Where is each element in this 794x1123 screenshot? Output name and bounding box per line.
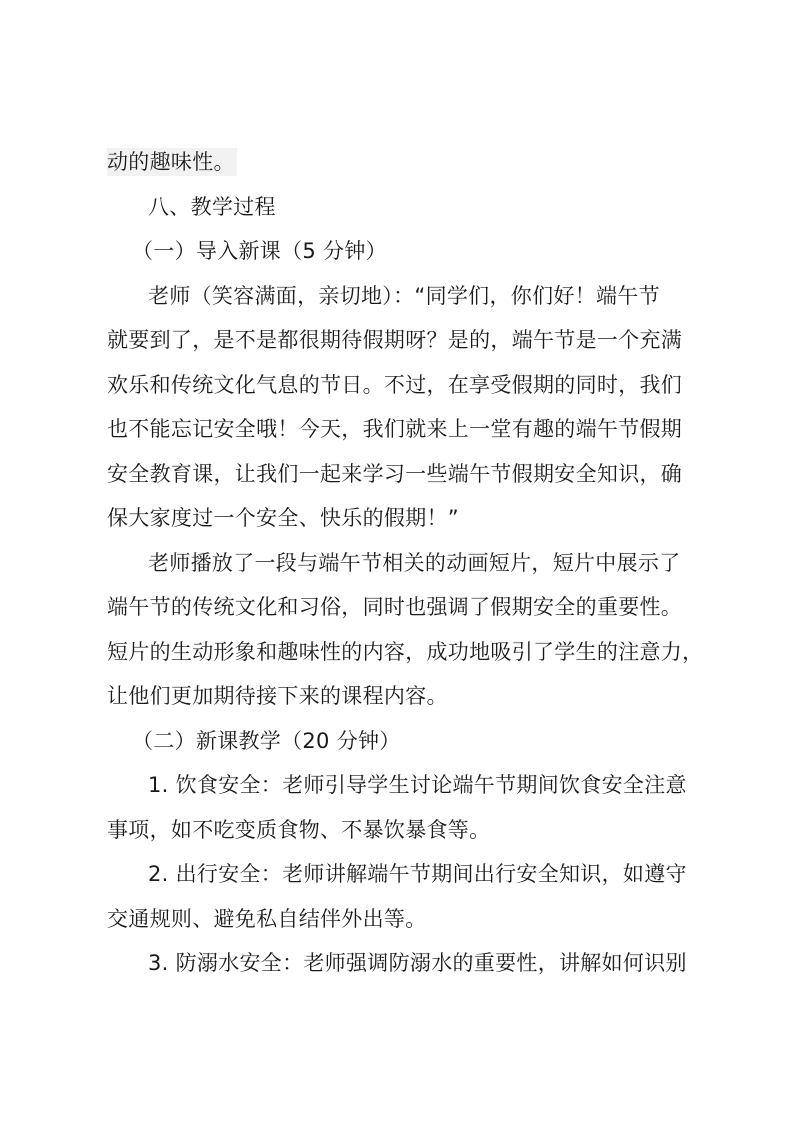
- text-line: 保大家度过一个安全、快乐的假期！”: [107, 506, 459, 530]
- text-line: 也不能忘记安全哦！今天，我们就来上一堂有趣的端午节假期: [107, 417, 683, 441]
- text-line: 就要到了，是不是都很期待假期呀？是的，端午节是一个充满: [107, 328, 683, 352]
- section-heading: 八、教学过程: [148, 195, 276, 219]
- subsection-heading: （一）导入新课（5 分钟）: [132, 239, 387, 263]
- text-line: 动的趣味性。: [107, 150, 235, 174]
- text-line: 老师播放了一段与端午节相关的动画短片，短片中展示了: [148, 551, 681, 575]
- list-item: 2. 出行安全：老师讲解端午节期间出行安全知识，如遵守: [148, 862, 687, 886]
- text-line: 让他们更加期待接下来的课程内容。: [107, 684, 448, 708]
- text-line: 欢乐和传统文化气息的节日。不过，在享受假期的同时，我们: [107, 373, 683, 397]
- list-item: 3. 防溺水安全：老师强调防溺水的重要性，讲解如何识别: [148, 951, 687, 975]
- subsection-heading: （二）新课教学（20 分钟）: [132, 729, 401, 753]
- text-line: 老师（笑容满面，亲切地）：“同学们，你们好！端午节: [148, 284, 660, 308]
- text-line: 短片的生动形象和趣味性的内容，成功地吸引了学生的注意力，: [107, 640, 704, 664]
- text-line: 端午节的传统文化和习俗，同时也强调了假期安全的重要性。: [107, 595, 683, 619]
- text-line: 交通规则、避免私自结伴外出等。: [107, 907, 427, 931]
- text-line: 安全教育课，让我们一起来学习一些端午节假期安全知识，确: [107, 462, 683, 486]
- text-line: 事项，如不吃变质食物、不暴饮暴食等。: [107, 818, 491, 842]
- list-item: 1. 饮食安全：老师引导学生讨论端午节期间饮食安全注意: [148, 773, 687, 797]
